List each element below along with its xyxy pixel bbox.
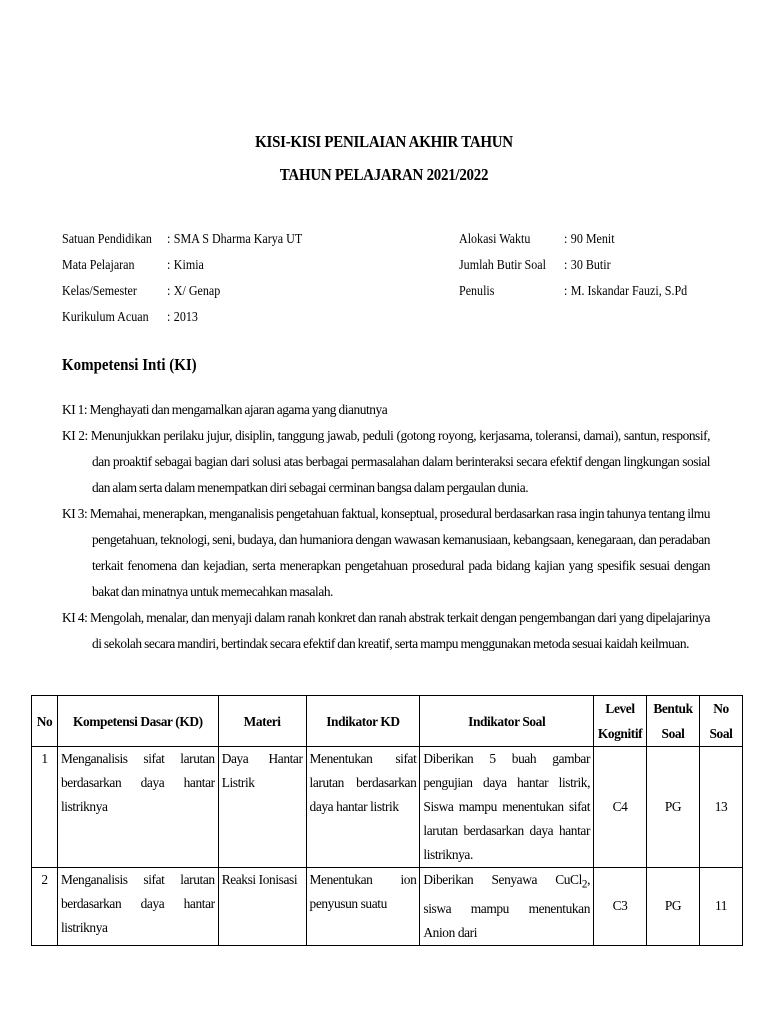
meta-row-satuan bbox=[62, 227, 302, 253]
meta-label: Satuan Pendidikan bbox=[62, 232, 152, 247]
meta-value: X/ Genap bbox=[173, 284, 221, 299]
meta-label: Alokasi Waktu bbox=[459, 232, 531, 247]
header-line: Soal bbox=[709, 726, 733, 741]
cell-no-soal: 11 bbox=[699, 868, 742, 946]
cell-bentuk: PG bbox=[647, 868, 700, 946]
cell-indikator-kd: Menentukan ion penyusun suatu bbox=[306, 868, 420, 946]
header-line: Kognitif bbox=[597, 726, 643, 741]
subscript: 2 bbox=[581, 878, 588, 891]
cell-level: C4 bbox=[594, 747, 647, 868]
ki-list bbox=[62, 397, 710, 657]
meta-label: Kelas/Semester bbox=[62, 284, 137, 299]
header-line: Level bbox=[605, 701, 635, 716]
meta-right bbox=[459, 227, 687, 305]
cell-materi: Daya Hantar Listrik bbox=[218, 747, 306, 868]
cell-indikator-soal: Diberikan 5 buah gambar pengujian daya hantar listrik, Siswa mampu menentukan sifat larutan berdasarkan daya hantar listriknya. bbox=[420, 747, 594, 868]
table-header-row bbox=[32, 696, 743, 747]
col-header-level bbox=[594, 696, 647, 747]
meta-label: Penulis bbox=[459, 284, 495, 299]
ki-item: KI 3: Memahai, menerapkan, menganalisis pengetahuan faktual, konseptual, prosedural berdasarkan rasa ingin tahunya tentang ilmu pengetahuan, teknologi, seni, budaya, dan humaniora dengan wawasan kemanusiaan, kebangsaan, kenegaraan, dan peradaban terkait fenomena dan kejadian, serta menerapkan pengetahuan prosedural pada bidang kajian yang spesifik sesuai dengan bakat dan minatnya untuk memecahkan masalah. bbox=[62, 506, 710, 599]
cell-kd: Menganalisis sifat larutan berdasarkan daya hantar listriknya bbox=[57, 747, 218, 868]
cell-indikator-kd: Menentukan sifat larutan berdasarkan daya hantar listrik bbox=[306, 747, 420, 868]
col-header-indikator-soal: Indikator Soal bbox=[420, 696, 594, 747]
ki-item: KI 4: Mengolah, menalar, dan menyaji dalam ranah konkret dan ranah abstrak terkait dengan pengembangan dari yang dipelajarinya di sekolah secara mandiri, bertindak secara efektif dan kreatif, serta mampu menggunakan metoda sesuai kaidah keilmuan. bbox=[62, 610, 710, 651]
meta-value: SMA S Dharma Karya UT bbox=[173, 232, 303, 247]
meta-separator: : bbox=[166, 284, 171, 299]
meta-separator: : bbox=[563, 232, 568, 247]
table-row bbox=[32, 747, 743, 868]
document-subtitle: TAHUN PELAJARAN 2021/2022 bbox=[279, 165, 489, 184]
col-header-no: No bbox=[32, 696, 58, 747]
meta-label: Mata Pelajaran bbox=[62, 258, 135, 273]
header-line: No bbox=[713, 701, 729, 716]
meta-value: 2013 bbox=[173, 310, 198, 325]
cell-no-soal: 13 bbox=[699, 747, 742, 868]
meta-separator: : bbox=[563, 284, 568, 299]
cell-no: 2 bbox=[32, 868, 58, 946]
table-row bbox=[32, 868, 743, 946]
cell-level: C3 bbox=[594, 868, 647, 946]
ki-heading: Kompetensi Inti (KI) bbox=[62, 355, 197, 374]
meta-value: Kimia bbox=[173, 258, 204, 273]
col-header-indikator-kd: Indikator KD bbox=[306, 696, 420, 747]
kisi-table bbox=[31, 695, 743, 946]
cell-indikator-soal bbox=[420, 868, 594, 946]
meta-label: Jumlah Butir Soal bbox=[459, 258, 546, 273]
meta-left bbox=[62, 227, 302, 331]
meta-label: Kurikulum Acuan bbox=[62, 310, 149, 325]
meta-separator: : bbox=[166, 232, 171, 247]
meta-row-kelas bbox=[62, 279, 302, 305]
meta-value: 90 Menit bbox=[570, 232, 615, 247]
col-header-kd: Kompetensi Dasar (KD) bbox=[57, 696, 218, 747]
indikator-soal-text: Diberikan Senyawa CuCl bbox=[423, 872, 582, 887]
cell-kd: Menganalisis sifat larutan berdasarkan daya hantar listriknya bbox=[57, 868, 218, 946]
col-header-bentuk bbox=[647, 696, 700, 747]
indikator-soal-text: , siswa mampu menentukan Anion dari bbox=[423, 872, 591, 940]
meta-separator: : bbox=[166, 258, 171, 273]
cell-no: 1 bbox=[32, 747, 58, 868]
header-line: Bentuk bbox=[653, 701, 693, 716]
meta-value: M. Iskandar Fauzi, S.Pd bbox=[570, 284, 688, 299]
meta-separator: : bbox=[563, 258, 568, 273]
meta-row-jumlah bbox=[459, 253, 687, 279]
cell-materi: Reaksi Ionisasi bbox=[218, 868, 306, 946]
header-line: Soal bbox=[661, 726, 685, 741]
ki-item: KI 1: Menghayati dan mengamalkan ajaran agama yang dianutnya bbox=[62, 402, 388, 417]
document-title: KISI-KISI PENILAIAN AKHIR TAHUN bbox=[255, 132, 513, 151]
col-header-no-soal bbox=[699, 696, 742, 747]
meta-separator: : bbox=[166, 310, 171, 325]
meta-row-kurikulum bbox=[62, 305, 302, 331]
meta-row-mapel bbox=[62, 253, 302, 279]
meta-value: 30 Butir bbox=[570, 258, 611, 273]
cell-bentuk: PG bbox=[647, 747, 700, 868]
meta-row-alokasi bbox=[459, 227, 687, 253]
col-header-materi: Materi bbox=[218, 696, 306, 747]
ki-item: KI 2: Menunjukkan perilaku jujur, disiplin, tanggung jawab, peduli (gotong royong, kerjasama, toleransi, damai), santun, responsif, dan proaktif sebagai bagian dari solusi atas berbagai permasalahan dalam berinteraksi secara efektif dengan lingkungan sosial dan alam serta dalam menempatkan diri sebagai cerminan bangsa dalam pergaulan dunia. bbox=[62, 428, 710, 495]
meta-row-penulis bbox=[459, 279, 687, 305]
